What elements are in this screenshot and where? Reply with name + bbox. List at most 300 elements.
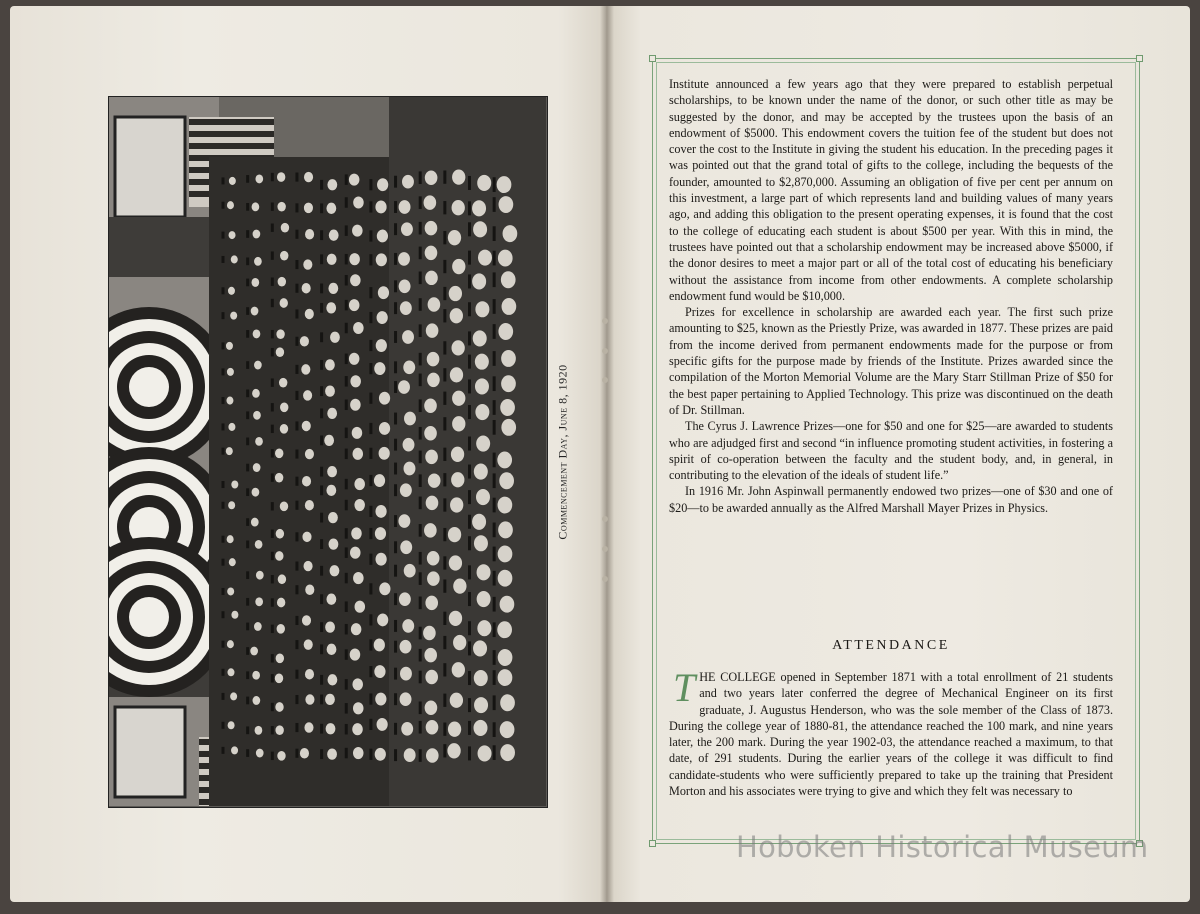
graduate-face <box>302 615 311 625</box>
mortarboard-cap <box>271 502 274 510</box>
mortarboard-cap <box>222 611 225 618</box>
border-corner-ornament <box>649 840 656 847</box>
mortarboard-cap <box>320 566 323 576</box>
mortarboard-cap <box>222 342 225 349</box>
graduate-face <box>402 330 414 344</box>
graduate-face <box>375 693 386 706</box>
window <box>115 707 185 797</box>
mortarboard-cap <box>394 463 397 475</box>
graduate-face <box>254 361 262 370</box>
mortarboard-cap <box>369 749 372 760</box>
graduate-face <box>327 408 337 419</box>
mortarboard-cap <box>222 669 225 676</box>
graduate-face <box>275 473 283 483</box>
mortarboard-cap <box>295 749 298 758</box>
graduate-face <box>475 354 489 370</box>
mortarboard-cap <box>295 309 298 318</box>
mortarboard-cap <box>295 365 298 374</box>
graduate-face <box>448 722 461 737</box>
mortarboard-cap <box>443 528 446 541</box>
mortarboard-cap <box>246 175 249 183</box>
mortarboard-cap <box>295 640 298 649</box>
graduate-face <box>425 246 438 260</box>
graduate-face <box>280 251 288 261</box>
mortarboard-cap <box>493 523 496 538</box>
graduate-face <box>400 483 412 497</box>
photo-caption: Commencement Day, June 8, 1920 <box>555 364 570 540</box>
mortarboard-cap <box>345 354 348 365</box>
binding-stitch <box>602 576 608 582</box>
mortarboard-cap <box>468 536 471 550</box>
mortarboard-cap <box>394 693 397 705</box>
mortarboard-cap <box>443 368 446 381</box>
mortarboard-cap <box>369 423 372 434</box>
graduate-face <box>226 447 233 455</box>
graduate-face <box>349 253 360 265</box>
graduate-face <box>497 451 512 468</box>
flag-stripe <box>189 143 274 149</box>
graduate-face <box>328 283 338 294</box>
flag-bunting <box>129 597 169 637</box>
mortarboard-cap <box>493 324 496 339</box>
book-gutter <box>600 6 614 902</box>
graduate-face <box>399 592 411 606</box>
graduate-face <box>302 283 311 293</box>
graduate-face <box>229 558 236 566</box>
graduate-face <box>402 619 414 633</box>
graduate-face <box>377 311 388 324</box>
graduate-face <box>378 286 389 299</box>
mortarboard-cap <box>345 449 348 460</box>
mortarboard-cap <box>295 532 298 541</box>
graduate-face <box>497 176 512 193</box>
mortarboard-cap <box>443 473 446 486</box>
mortarboard-cap <box>345 479 348 490</box>
mortarboard-cap <box>394 302 397 314</box>
graduate-face <box>498 669 513 686</box>
graduate-face <box>281 223 289 233</box>
graduate-face <box>427 551 440 565</box>
mortarboard-cap <box>493 547 496 562</box>
mortarboard-cap <box>320 284 323 294</box>
mortarboard-cap <box>493 376 496 391</box>
graduate-face <box>351 623 362 635</box>
attendance-body: opened in September 1871 with a total enrollment of 21 students and two years later conferred the degree of Mechanical Engineer on its first graduate, J. Augustus Henderson, who was the sole member of the Class of 1873. During the college year of 1880-81, the attendance reached the 100 mark, and nine years later, the 200 mark. During the year 1902-03, the attendance reached a maximum, to that date, of 291 students. During the earlier years of the college it was difficult to find candidate-students who were sufficiently prepared to take up the training that President Morton and his associates were trying to give and which they felt was necessary to <box>669 670 1113 799</box>
mortarboard-cap <box>246 647 249 655</box>
mortarboard-cap <box>394 749 397 761</box>
graduate-face <box>326 203 336 214</box>
mortarboard-cap <box>468 437 471 451</box>
graduate-face <box>453 635 466 650</box>
graduate-face <box>498 497 513 514</box>
graduate-face <box>326 302 336 313</box>
mortarboard-cap <box>493 272 496 287</box>
graduate-face <box>302 476 311 486</box>
mortarboard-cap <box>320 695 323 705</box>
graduate-face <box>228 287 235 295</box>
mortarboard-cap <box>493 597 496 612</box>
mortarboard-cap <box>246 307 249 315</box>
graduate-face <box>404 462 416 476</box>
graduate-face <box>450 308 463 323</box>
graduate-face <box>499 196 514 213</box>
mortarboard-cap <box>394 361 397 373</box>
graduate-face <box>423 626 436 640</box>
graduate-face <box>228 423 235 431</box>
graduate-face <box>255 174 263 183</box>
graduate-face <box>424 398 437 412</box>
graduate-face <box>425 221 438 235</box>
graduate-face <box>424 523 437 537</box>
mortarboard-cap <box>246 464 249 472</box>
mortarboard-cap <box>222 287 225 294</box>
graduate-face <box>400 301 412 315</box>
mortarboard-cap <box>468 355 471 369</box>
graduate-face <box>473 640 487 656</box>
graduate-face <box>451 472 464 487</box>
graduate-face <box>474 464 488 480</box>
mortarboard-cap <box>320 180 323 190</box>
graduate-face <box>448 230 461 245</box>
graduate-face <box>500 694 515 711</box>
mortarboard-cap <box>443 612 446 625</box>
graduate-face <box>256 749 264 758</box>
graduate-face <box>447 743 460 758</box>
commencement-photo-image <box>109 97 546 806</box>
mortarboard-cap <box>369 506 372 517</box>
graduate-face <box>227 587 234 595</box>
graduate-face <box>451 340 464 355</box>
binding-stitch <box>602 516 608 522</box>
graduate-face <box>379 392 390 405</box>
graduate-face <box>452 416 465 431</box>
mortarboard-cap <box>320 724 323 734</box>
mortarboard-cap <box>345 601 348 612</box>
mortarboard-cap <box>394 439 397 451</box>
graduate-face <box>425 170 438 184</box>
mortarboard-cap <box>443 636 446 649</box>
mortarboard-cap <box>295 391 298 400</box>
mortarboard-cap <box>394 413 397 425</box>
mortarboard-cap <box>345 275 348 286</box>
graduate-face <box>253 411 261 420</box>
graduate-face <box>227 201 234 209</box>
mortarboard-cap <box>222 312 225 319</box>
graduate-face <box>404 748 416 762</box>
mortarboard-cap <box>295 477 298 486</box>
graduate-face <box>477 620 491 636</box>
flag-stripe <box>189 119 274 125</box>
graduate-face <box>424 648 437 662</box>
mortarboard-cap <box>271 598 274 606</box>
graduate-face <box>228 501 235 509</box>
mortarboard-cap <box>419 399 422 412</box>
mortarboard-cap <box>320 408 323 418</box>
graduate-face <box>477 175 491 191</box>
graduate-face <box>227 535 234 543</box>
mortarboard-cap <box>246 257 249 265</box>
graduate-face <box>472 200 486 216</box>
graduate-face <box>230 692 237 700</box>
mortarboard-cap <box>394 565 397 577</box>
mortarboard-cap <box>394 641 397 653</box>
mortarboard-cap <box>468 698 471 712</box>
graduate-face <box>374 639 385 652</box>
graduate-face <box>400 667 412 681</box>
mortarboard-cap <box>493 400 496 415</box>
graduate-face <box>304 722 313 732</box>
mortarboard-cap <box>394 381 397 393</box>
graduate-face <box>426 748 439 762</box>
mortarboard-cap <box>271 726 274 734</box>
mortarboard-cap <box>394 331 397 343</box>
graduate-face <box>355 601 366 613</box>
graduate-face <box>253 230 261 239</box>
graduate-face <box>376 339 387 352</box>
graduate-face <box>401 722 413 736</box>
graduate-face <box>327 254 337 265</box>
graduate-face <box>398 252 410 266</box>
graduate-face <box>375 505 386 518</box>
graduate-face <box>350 547 361 559</box>
mortarboard-cap <box>419 171 422 184</box>
mortarboard-cap <box>345 174 348 185</box>
paragraph-lawrence-prizes: The Cyrus J. Lawrence Prizes—one for $50 and one for $25—are awarded to students who are adjudged first and second “in influence promoting student activities, in fostering a spirit of co-operation between the faculty and the student body, and, in general, in contributing to the elevation of the ideals of student life.” <box>669 419 1113 483</box>
mortarboard-cap <box>345 323 348 334</box>
graduate-face <box>452 200 465 215</box>
mortarboard-cap <box>320 386 323 396</box>
mortarboard-cap <box>369 448 372 459</box>
graduate-face <box>452 391 465 406</box>
graduate-face <box>497 621 512 638</box>
graduate-face <box>403 360 415 374</box>
mortarboard-cap <box>320 203 323 213</box>
mortarboard-cap <box>222 202 225 209</box>
mortarboard-cap <box>443 170 446 183</box>
graduate-face <box>327 466 337 477</box>
mortarboard-cap <box>295 616 298 625</box>
graduate-face <box>374 362 385 375</box>
mortarboard-cap <box>369 639 372 650</box>
mortarboard-cap <box>222 641 225 648</box>
mortarboard-cap <box>222 559 225 566</box>
graduate-face <box>255 726 263 735</box>
graduate-face <box>256 571 264 580</box>
mortarboard-cap <box>320 675 323 685</box>
mortarboard-cap <box>468 176 471 190</box>
mortarboard-cap <box>222 747 225 754</box>
graduate-face <box>498 323 513 340</box>
graduate-face <box>277 624 285 634</box>
mortarboard-cap <box>419 721 422 734</box>
graduate-face <box>277 751 285 761</box>
graduate-face <box>477 564 491 580</box>
mortarboard-cap <box>295 723 298 732</box>
graduate-face <box>330 332 340 343</box>
mortarboard-cap <box>443 287 446 300</box>
mortarboard-cap <box>320 435 323 445</box>
mortarboard-cap <box>271 530 274 538</box>
graduate-face <box>305 585 314 595</box>
mortarboard-cap <box>369 179 372 190</box>
mortarboard-cap <box>369 201 372 212</box>
graduate-face <box>398 380 410 394</box>
mortarboard-cap <box>419 451 422 464</box>
mortarboard-cap <box>443 723 446 736</box>
mortarboard-cap <box>394 223 397 235</box>
mortarboard-cap <box>295 203 298 212</box>
mortarboard-cap <box>419 298 422 311</box>
graduate-face <box>450 497 463 512</box>
mortarboard-cap <box>246 749 249 757</box>
mortarboard-cap <box>345 649 348 660</box>
flag-stripe <box>189 131 274 137</box>
mortarboard-cap <box>271 425 274 433</box>
mortarboard-cap <box>345 703 348 714</box>
mortarboard-cap <box>468 565 471 579</box>
graduate-face <box>254 622 262 631</box>
mortarboard-cap <box>493 420 496 435</box>
graduate-face <box>305 669 314 679</box>
mortarboard-cap <box>271 330 274 338</box>
graduate-face <box>275 551 283 561</box>
mortarboard-cap <box>295 260 298 269</box>
graduate-face <box>304 203 313 213</box>
graduate-face <box>425 596 438 610</box>
attendance-lead-words: HE COLLEGE <box>699 670 776 684</box>
graduate-face <box>477 591 491 607</box>
mortarboard-cap <box>320 230 323 240</box>
mortarboard-cap <box>419 474 422 487</box>
graduate-face <box>498 570 513 587</box>
graduate-face <box>451 447 464 462</box>
graduate-face <box>426 496 439 510</box>
mortarboard-cap <box>271 473 274 481</box>
graduate-face <box>473 330 487 346</box>
graduate-face <box>330 565 340 576</box>
mortarboard-cap <box>468 515 471 529</box>
graduate-face <box>300 336 309 346</box>
graduate-face <box>352 427 363 439</box>
graduate-face <box>230 312 237 320</box>
graduate-face <box>228 721 235 729</box>
mortarboard-cap <box>271 552 274 560</box>
graduate-face <box>325 359 335 370</box>
mortarboard-cap <box>443 341 446 354</box>
graduate-face <box>303 390 312 400</box>
mortarboard-cap <box>443 309 446 322</box>
graduate-face <box>452 259 465 274</box>
graduate-face <box>478 250 492 266</box>
mortarboard-cap <box>271 625 274 633</box>
mortarboard-cap <box>345 624 348 635</box>
graduate-face <box>377 178 388 191</box>
graduate-face <box>500 596 515 613</box>
mortarboard-cap <box>443 498 446 511</box>
graduate-face <box>400 692 412 706</box>
section-heading-attendance: ATTENDANCE <box>832 638 950 653</box>
mortarboard-cap <box>271 251 274 259</box>
mortarboard-cap <box>246 671 249 679</box>
mortarboard-cap <box>369 340 372 351</box>
graduate-face <box>449 286 462 301</box>
mortarboard-cap <box>419 671 422 684</box>
mortarboard-cap <box>271 674 274 682</box>
mortarboard-cap <box>271 403 274 411</box>
border-corner-ornament <box>649 55 656 62</box>
graduate-face <box>251 307 259 316</box>
graduate-face <box>404 564 416 578</box>
mortarboard-cap <box>493 622 496 637</box>
graduate-face <box>428 297 441 311</box>
graduate-face <box>452 169 465 184</box>
graduate-face <box>403 438 415 452</box>
mortarboard-cap <box>320 303 323 313</box>
mortarboard-cap <box>394 723 397 735</box>
mortarboard-cap <box>493 745 496 760</box>
mortarboard-cap <box>320 644 323 654</box>
mortarboard-cap <box>468 490 471 504</box>
graduate-face <box>329 230 339 241</box>
mortarboard-cap <box>419 222 422 235</box>
graduate-face <box>276 347 284 357</box>
mortarboard-cap <box>295 695 298 704</box>
mortarboard-cap <box>394 515 397 527</box>
graduate-face <box>402 175 414 189</box>
mortarboard-cap <box>271 654 274 662</box>
mortarboard-cap <box>468 621 471 635</box>
graduate-face <box>425 670 438 684</box>
mortarboard-cap <box>394 541 397 553</box>
mortarboard-cap <box>419 353 422 366</box>
graduate-face <box>473 221 487 237</box>
mortarboard-cap <box>222 693 225 700</box>
graduate-face <box>305 309 314 319</box>
graduate-face <box>376 253 387 266</box>
mortarboard-cap <box>295 337 298 346</box>
mortarboard-cap <box>419 627 422 640</box>
mortarboard-cap <box>443 392 446 405</box>
graduate-face <box>349 174 360 186</box>
graduate-face <box>255 540 263 549</box>
mortarboard-cap <box>493 473 496 488</box>
graduate-face <box>324 435 334 446</box>
graduate-face <box>280 298 288 308</box>
mortarboard-cap <box>222 397 225 404</box>
mortarboard-cap <box>468 671 471 685</box>
graduate-face <box>472 514 486 530</box>
mortarboard-cap <box>345 573 348 584</box>
graduate-face <box>253 463 261 472</box>
graduate-face <box>277 172 285 182</box>
mortarboard-cap <box>419 552 422 565</box>
mortarboard-cap <box>246 518 249 526</box>
graduate-face <box>325 621 335 632</box>
mortarboard-cap <box>246 571 249 579</box>
mortarboard-cap <box>419 324 422 337</box>
graduate-face <box>375 201 386 214</box>
graduate-face <box>498 649 513 666</box>
mortarboard-cap <box>493 453 496 468</box>
graduate-face <box>305 449 314 459</box>
attendance-paragraph <box>669 665 1113 799</box>
graduate-face <box>275 702 283 712</box>
mortarboard-cap <box>246 230 249 238</box>
graduate-face <box>353 196 364 208</box>
mortarboard-cap <box>345 528 348 539</box>
graduate-face <box>252 671 260 680</box>
graduate-face <box>351 527 362 539</box>
